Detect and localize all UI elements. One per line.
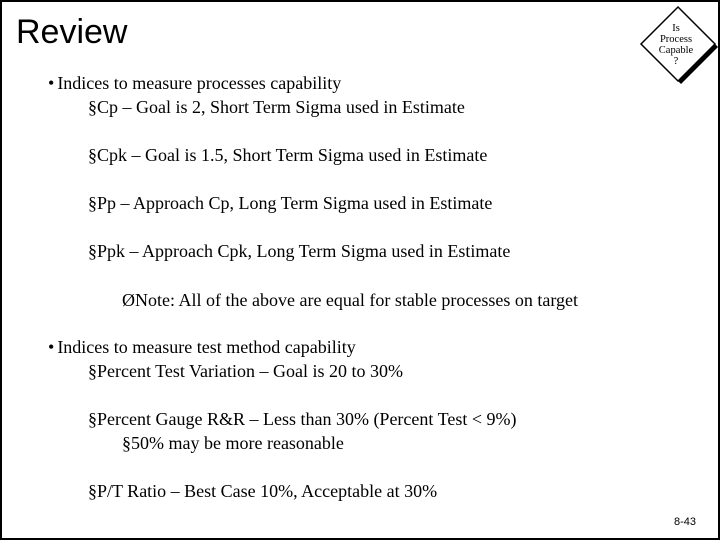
section-mark-icon: § bbox=[88, 481, 97, 501]
note-stable-processes bbox=[122, 289, 578, 311]
arrow-bullet-icon: Ø bbox=[122, 290, 135, 310]
bullet-dot-icon: • bbox=[48, 73, 55, 93]
section-mark-icon: § bbox=[122, 433, 131, 453]
slide-title: Review bbox=[16, 13, 128, 51]
sub-bullet-cp bbox=[88, 96, 465, 118]
section-mark-icon: § bbox=[88, 361, 97, 381]
bullet-process-capability bbox=[48, 72, 341, 94]
section-mark-icon: § bbox=[88, 409, 97, 429]
sub-bullet-text: Ppk – Approach Cpk, Long Term Sigma used in Estimate bbox=[97, 241, 511, 261]
sub-bullet-text: 50% may be more reasonable bbox=[131, 433, 344, 453]
badge-line: Capable bbox=[658, 45, 694, 56]
sub-bullet-pt-ratio bbox=[88, 480, 437, 502]
sub-bullet-text: Cp – Goal is 2, Short Term Sigma used in Estimate bbox=[97, 97, 465, 117]
section-mark-icon: § bbox=[88, 97, 97, 117]
page-number: 8-43 bbox=[673, 516, 696, 528]
sub-bullet-percent-test-variation bbox=[88, 360, 403, 382]
sub-bullet-text: P/T Ratio – Best Case 10%, Acceptable at 30% bbox=[97, 481, 438, 501]
sub-bullet-text: Cpk – Goal is 1.5, Short Term Sigma used in Estimate bbox=[97, 145, 488, 165]
bullet-dot-icon: • bbox=[48, 337, 55, 357]
bullet-text: Indices to measure test method capability bbox=[57, 337, 356, 357]
bullet-text: Indices to measure processes capability bbox=[57, 73, 342, 93]
bullet-test-method-capability bbox=[48, 336, 356, 358]
note-text: Note: All of the above are equal for stable processes on target bbox=[135, 290, 579, 310]
section-mark-icon: § bbox=[88, 241, 97, 261]
sub-sub-bullet-fifty-percent bbox=[122, 432, 344, 454]
section-mark-icon: § bbox=[88, 145, 97, 165]
sub-bullet-text: Percent Gauge R&R – Less than 30% (Percent Test < 9%) bbox=[97, 409, 517, 429]
sub-bullet-text: Pp – Approach Cp, Long Term Sigma used in Estimate bbox=[97, 193, 493, 213]
badge-line: Is bbox=[672, 23, 680, 34]
sub-bullet-gauge-rr bbox=[88, 408, 516, 430]
sub-bullet-ppk bbox=[88, 240, 510, 262]
badge-line: ? bbox=[673, 56, 679, 67]
section-mark-icon: § bbox=[88, 193, 97, 213]
badge-text bbox=[636, 23, 716, 67]
sub-bullet-text: Percent Test Variation – Goal is 20 to 30% bbox=[97, 361, 404, 381]
badge-line: Process bbox=[659, 34, 693, 45]
sub-bullet-cpk bbox=[88, 144, 487, 166]
sub-bullet-pp bbox=[88, 192, 492, 214]
